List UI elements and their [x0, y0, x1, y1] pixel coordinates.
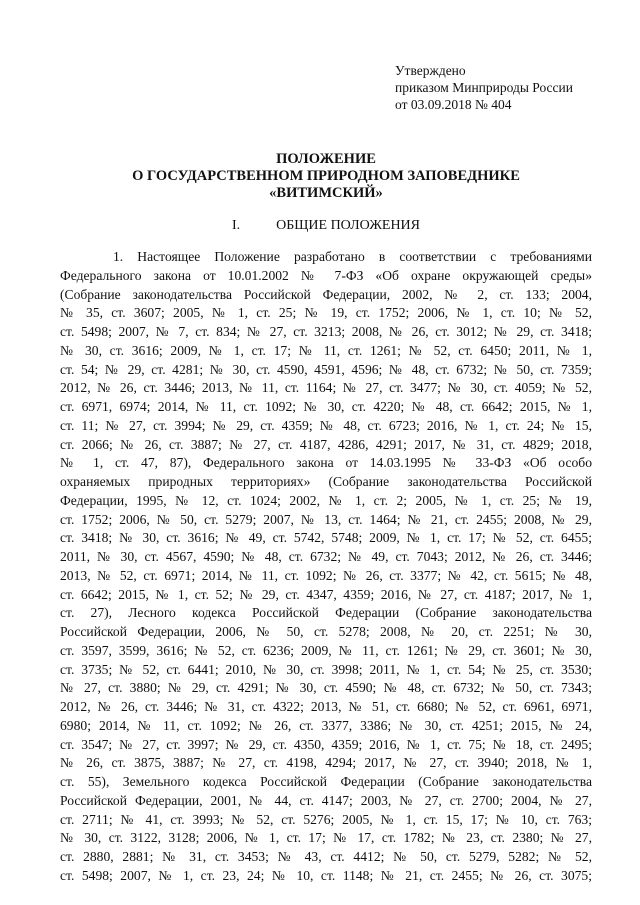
paragraph-line: Федерации, 1995, № 12, ст. 1024; 2002, № 1, ст. 2; 2005, № 1, ст. 25; № 19, [60, 492, 592, 508]
paragraph-line: № 30, ст. 3616; 2009, № 1, ст. 17; № 11, ст. 1261; № 52, ст. 6450; 2011, № 1, [60, 342, 592, 358]
paragraph-line: ст. 3547; № 27, ст. 3997; № 29, ст. 4350, 4359; 2016, № 1, ст. 75; № 18, ст. 2495; [60, 736, 592, 752]
paragraph-line: ст. 3597, 3599, 3616; № 52, ст. 6236; 2009, № 11, ст. 1261; № 29, ст. 3601; № 30, [60, 642, 592, 658]
approval-line-date: от 03.09.2018 № 404 [395, 97, 512, 112]
paragraph-line: ст. 55), Земельного кодекса Российской Федерации (Собрание законодательства [60, 774, 592, 789]
paragraph-line: ст. 2066; № 26, ст. 3887; № 27, ст. 4187, 4286, 4291; 2017, № 31, ст. 4829; 2018, [60, 436, 592, 452]
paragraph-line: № 27, ст. 3880; № 29, ст. 4291; № 30, ст. 4590; № 48, ст. 6732; № 50, ст. 7343; [60, 680, 592, 696]
paragraph-line: ст. 2711; № 41, ст. 3993; № 52, ст. 5276; 2005, № 1, ст. 15, 17; № 10, ст. 763; [60, 811, 592, 827]
paragraph-line: 2011, № 30, ст. 4567, 4590; № 48, ст. 6732; № 49, ст. 7043; 2012, № 26, ст. 3446; [60, 549, 592, 564]
paragraph-line: Федерального закона от 10.01.2002 № 7-ФЗ «Об охране окружающей среды» [60, 267, 592, 283]
paragraph-line: Российской Федерации, 2006, № 50, ст. 5278; 2008, № 20, ст. 2251; № 30, [60, 624, 592, 639]
paragraph-line: ст. 3735; № 52, ст. 6441; 2010, № 30, ст. 3998; 2011, № 1, ст. 54; № 25, ст. 3530; [60, 661, 592, 677]
document-title [60, 151, 592, 202]
paragraph-line: ст. 27), Лесного кодекса Российской Федерации (Собрание законодательства [60, 605, 592, 621]
paragraph-line: ст. 3418; № 30, ст. 3616; № 49, ст. 5742, 5748; 2009, № 1, ст. 17; № 52, ст. 6455; [60, 530, 592, 546]
paragraph-line: № 35, ст. 3607; 2005, № 1, ст. 25; № 19, ст. 1752; 2006, № 1, ст. 10; № 52, [60, 305, 592, 321]
paragraph-line: № 26, ст. 3875, 3887; № 27, ст. 4198, 4294; 2017, № 27, ст. 3940; 2018, № 1, [60, 755, 592, 771]
paragraph-line: ст. 2880, 2881; № 31, ст. 3453; № 43, ст. 4412; № 50, ст. 5279, 5282; № 52, [60, 849, 592, 864]
approval-line-approved: Утверждено [395, 63, 466, 78]
section-title: ОБЩИЕ ПОЛОЖЕНИЯ [276, 218, 421, 233]
paragraph-line: № 1, ст. 47, 87), Федерального закона от 14.03.1995 № 33-ФЗ «Об особо [60, 455, 592, 471]
paragraph-line: № 30, ст. 3122, 3128; 2006, № 1, ст. 17; № 17, ст. 1782; № 23, ст. 2380; № 27, [60, 830, 592, 846]
paragraph-line: ст. 6642; 2015, № 1, ст. 52; № 29, ст. 4347, 4359; 2016, № 27, ст. 4187; 2017, № 1, [60, 586, 592, 602]
paragraph-line: ст. 1752; 2006, № 50, ст. 5279; 2007, № 13, ст. 1464; № 21, ст. 2455; 2008, № 29, [60, 511, 592, 527]
paragraph-line: (Собрание законодательства Российской Федерации, 2002, № 2, ст. 133; 2004, [60, 286, 592, 302]
paragraph-line: 2012, № 26, ст. 3446; № 31, ст. 4322; 2013, № 51, ст. 6680; № 52, ст. 6961, 6971, [60, 699, 592, 714]
section-number: I. [231, 218, 241, 233]
paragraph-line: 1. Настоящее Положение разработано в соответствии с требованиями [113, 249, 592, 264]
paragraph-line: ст. 5498; 2007, № 1, ст. 23, 24; № 10, ст. 1148; № 21, ст. 2455; № 26, ст. 3075; [60, 867, 592, 883]
title-line-1: ПОЛОЖЕНИЕ [276, 151, 376, 167]
paragraph-line: ст. 54; № 29, ст. 4281; № 30, ст. 4590, 4591, 4596; № 48, ст. 6732; № 50, ст. 7359; [60, 361, 592, 377]
paragraph-line: ст. 5498; 2007, № 7, ст. 834; № 27, ст. 3213; 2008, № 26, ст. 3012; № 29, ст. 3418; [60, 324, 592, 339]
title-line-3: «ВИТИМСКИЙ» [269, 185, 383, 201]
paragraph-line: 6980; 2014, № 11, ст. 1092; № 26, ст. 3377, 3386; № 30, ст. 4251; 2015, № 24, [60, 717, 592, 733]
paragraph-line: ст. 6971, 6974; 2014, № 11, ст. 1092; № 30, ст. 4220; № 48, ст. 6642; 2015, № 1, [60, 399, 592, 414]
paragraph-line: Российской Федерации, 2001, № 44, ст. 4147; 2003, № 27, ст. 2700; 2004, № 27, [60, 792, 592, 808]
paragraph-line: 2012, № 26, ст. 3446; 2013, № 11, ст. 1164; № 27, ст. 3477; № 30, ст. 4059; № 52, [60, 380, 592, 396]
paragraph-line: 2013, № 52, ст. 6971; 2014, № 11, ст. 1092; № 26, ст. 3377; № 42, ст. 5615; № 48, [60, 567, 592, 583]
paragraph-1 [60, 248, 592, 886]
title-line-2: О ГОСУДАРСТВЕННОМ ПРИРОДНОМ ЗАПОВЕДНИКЕ [132, 168, 520, 184]
paragraph-line: охраняемых природных территориях» (Собрание законодательства Российской [60, 474, 592, 489]
approval-stamp [395, 62, 573, 113]
section-heading [60, 217, 592, 234]
paragraph-line: ст. 11; № 27, ст. 3994; № 29, ст. 4359; № 48, ст. 6723; 2016, № 1, ст. 24; № 15, [60, 417, 592, 433]
approval-line-order: приказом Минприроды России [395, 80, 573, 95]
